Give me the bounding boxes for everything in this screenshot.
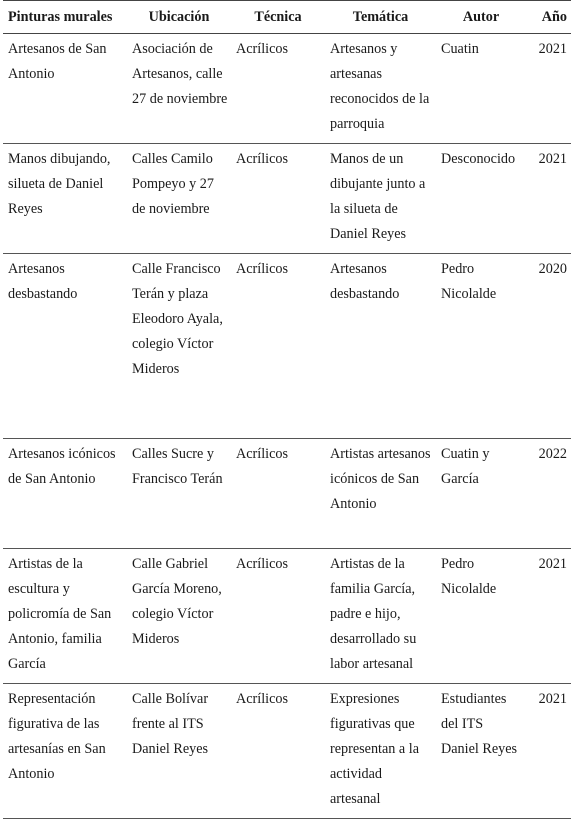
cell-mural: Artesanos de San Antonio bbox=[8, 41, 107, 82]
cell-tematica: Artesanos desbastando bbox=[330, 261, 400, 302]
cell-ubicacion: Asociación de Artesanos, calle 27 de noviembre bbox=[132, 41, 228, 107]
header-tecnica: Técnica bbox=[254, 9, 302, 25]
cell-mural: Artesanos desbastando bbox=[8, 261, 78, 302]
header-tematica: Temática bbox=[352, 9, 409, 25]
cell-ubicacion: Calles Camilo Pompeyo y 27 de noviembre bbox=[132, 151, 214, 217]
table-row bbox=[3, 549, 571, 684]
header-ubicacion: Ubicación bbox=[148, 9, 210, 25]
cell-anio: 2022 bbox=[538, 446, 567, 462]
cell-autor: Desconocido bbox=[441, 151, 516, 167]
cell-ubicacion: Calle Francisco Terán y plaza Eleodoro Ayala, colegio Víctor Mideros bbox=[132, 261, 223, 377]
cell-autor: Pedro Nicolalde bbox=[441, 261, 497, 302]
cell-tematica: Artesanos y artesanas reconocidos de la parroquia bbox=[330, 41, 430, 132]
cell-anio: 2021 bbox=[538, 691, 567, 707]
cell-anio: 2021 bbox=[538, 556, 567, 572]
cell-anio: 2021 bbox=[538, 41, 567, 57]
cell-autor: Estudiantes del ITS Daniel Reyes bbox=[441, 691, 518, 757]
cell-tematica: Artistas de la familia García, padre e hijo, desarrollado su labor artesanal bbox=[330, 556, 417, 672]
table-header-row bbox=[3, 1, 571, 34]
header-anio: Año bbox=[541, 9, 567, 25]
cell-mural: Manos dibujando, silueta de Daniel Reyes bbox=[8, 151, 111, 217]
cell-tematica: Expresiones figurativas que representan a la actividad artesanal bbox=[330, 691, 420, 807]
cell-tematica: Artistas artesanos icónicos de San Antonio bbox=[330, 446, 431, 512]
cell-mural: Artistas de la escultura y policromía de San Antonio, familia García bbox=[8, 556, 112, 672]
cell-tecnica: Acrílicos bbox=[236, 556, 289, 572]
table-row bbox=[3, 254, 571, 439]
cell-autor: Cuatin bbox=[441, 41, 479, 57]
cell-ubicacion: Calle Bolívar frente al ITS Daniel Reyes bbox=[132, 691, 209, 757]
header-pinturas-murales: Pinturas murales bbox=[8, 9, 113, 25]
cell-mural: Artesanos icónicos de San Antonio bbox=[8, 446, 116, 487]
murals-table bbox=[3, 0, 571, 819]
cell-ubicacion: Calles Sucre y Francisco Terán bbox=[132, 446, 223, 487]
table-row bbox=[3, 684, 571, 819]
table-row bbox=[3, 144, 571, 254]
cell-tecnica: Acrílicos bbox=[236, 691, 289, 707]
cell-tecnica: Acrílicos bbox=[236, 261, 289, 277]
table-row bbox=[3, 439, 571, 549]
cell-ubicacion: Calle Gabriel García Moreno, colegio Víctor Mideros bbox=[132, 556, 222, 647]
header-autor: Autor bbox=[462, 9, 500, 25]
cell-tematica: Manos de un dibujante junto a la silueta de Daniel Reyes bbox=[330, 151, 426, 242]
cell-tecnica: Acrílicos bbox=[236, 41, 289, 57]
cell-anio: 2020 bbox=[538, 261, 567, 277]
cell-autor: Pedro Nicolalde bbox=[441, 556, 497, 597]
cell-tecnica: Acrílicos bbox=[236, 446, 289, 462]
cell-autor: Cuatin y García bbox=[441, 446, 490, 487]
table-row bbox=[3, 34, 571, 144]
cell-mural: Representación figurativa de las artesanías en San Antonio bbox=[8, 691, 106, 782]
cell-tecnica: Acrílicos bbox=[236, 151, 289, 167]
cell-anio: 2021 bbox=[538, 151, 567, 167]
